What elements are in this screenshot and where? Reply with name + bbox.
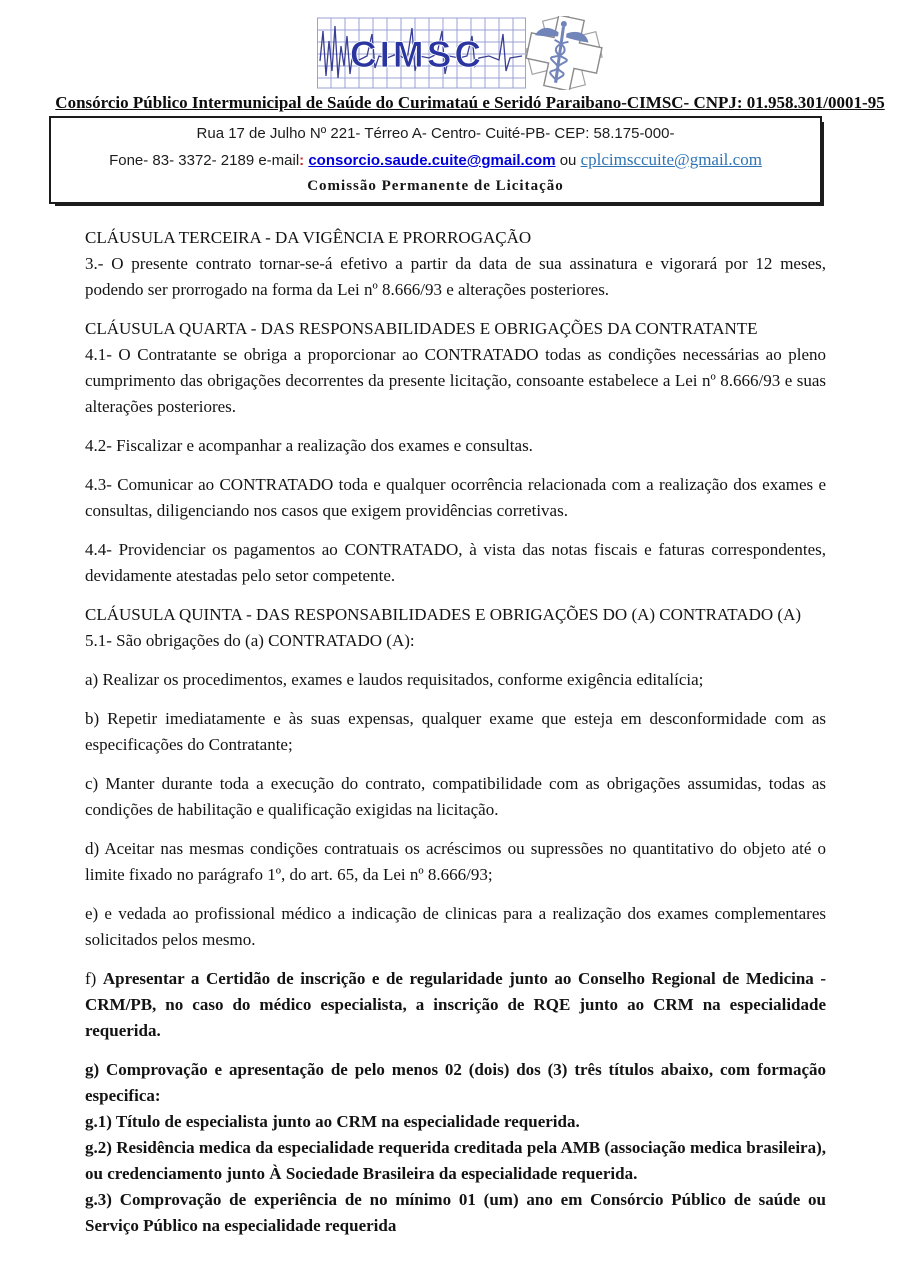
paragraph — [85, 472, 826, 524]
email-colon: : — [299, 152, 305, 169]
text-run: CLÁUSULA QUARTA - DAS RESPONSABILIDADES E OBRIGAÇÕES DA CONTRATANTE — [85, 319, 758, 338]
address-line: Rua 17 de Julho Nº 221- Térreo A- Centro- Cuité-PB- CEP: 58.175-000- — [196, 125, 675, 142]
logo-acronym: CIMSC — [349, 34, 485, 75]
text-run: c) Manter durante toda a execução do contrato, compatibilidade com as obrigações assumidas, todas as condições de habilitação e qualificação exigidas na licitação. — [85, 774, 826, 819]
text-run: Apresentar a Certidão de inscrição e de regularidade junto ao Conselho Regional de Medicina - CRM/PB, no caso do médico especialista, a inscrição de RQE junto ao CRM na especialidade requerida. — [85, 969, 826, 1040]
paragraph — [85, 537, 826, 589]
letterhead — [0, 0, 900, 204]
text-run: 4.1- O Contratante se obriga a proporcionar ao CONTRATADO todas as condições necessárias ao pleno cumprimento das obrigações decorrentes da presente licitação, consoante estabelece a Lei nº 8.666/93 e suas alterações posteriores. — [85, 345, 826, 416]
phone-label: Fone- 83- 3372- 2189 e-mail — [109, 152, 300, 169]
text-run: g.2) Residência medica da especialidade requerida creditada pela AMB (associação medica brasileira), ou credenciamento junto À Sociedade Brasileira da especialidade requerida. — [85, 1138, 826, 1183]
logo — [0, 0, 900, 90]
paragraph — [85, 602, 826, 628]
text-run: a) Realizar os procedimentos, exames e laudos requisitados, conforme exigência editalícia; — [85, 670, 704, 689]
text-run: CLÁUSULA QUINTA - DAS RESPONSABILIDADES E OBRIGAÇÕES DO (A) CONTRATADO (A) — [85, 605, 802, 624]
text-run: 5.1- São obrigações do (a) CONTRATADO (A): — [85, 631, 415, 650]
committee-line: Comissão Permanente de Licitação — [307, 178, 564, 194]
paragraph — [85, 1109, 826, 1135]
text-run: g) Comprovação e apresentação de pelo menos 02 (dois) dos (3) três títulos abaixo, com formação especifica: — [85, 1060, 826, 1105]
paragraph — [85, 251, 826, 303]
paragraph — [85, 316, 826, 342]
text-run: d) Aceitar nas mesmas condições contratuais os acréscimos ou supressões no quantitativo do objeto até o limite fixado no parágrafo 1º, do art. 65, da Lei nº 8.666/93; — [85, 839, 826, 884]
text-run: 4.3- Comunicar ao CONTRATADO toda e qualquer ocorrência relacionada com a realização dos exames e consultas, diligenciando nos casos que exigem providências corretivas. — [85, 475, 826, 520]
text-run: b) Repetir imediatamente e às suas expensas, qualquer exame que esteja em desconformidade com as especificações do Contratante; — [85, 709, 826, 754]
text-run: f) — [85, 969, 103, 988]
text-run: 4.4- Providenciar os pagamentos ao CONTRATADO, à vista das notas fiscais e faturas correspondentes, devidamente atestadas pelo setor competente. — [85, 540, 826, 585]
paragraph — [85, 667, 826, 693]
paragraph — [85, 706, 826, 758]
paragraph — [85, 901, 826, 953]
contact-info-box — [49, 116, 822, 204]
paragraph — [85, 1057, 826, 1109]
email-primary-link[interactable]: consorcio.saude.cuite@gmail.com — [308, 152, 556, 169]
text-run: 3.- O presente contrato tornar-se-á efetivo a partir da data de sua assinatura e vigorará por 12 meses, podendo ser prorrogado na forma da Lei nº 8.666/93 e alterações posteriores. — [85, 254, 826, 299]
paragraph — [85, 1135, 826, 1187]
cimsc-logo — [317, 16, 617, 90]
text-run: CLÁUSULA TERCEIRA - DA VIGÊNCIA E PRORROGAÇÃO — [85, 228, 532, 247]
phone-email-line — [61, 150, 810, 170]
text-run: 4.2- Fiscalizar e acompanhar a realização dos exames e consultas. — [85, 436, 533, 455]
paragraph — [85, 225, 826, 251]
paragraph — [85, 771, 826, 823]
paragraph — [85, 836, 826, 888]
organization-title: Consórcio Público Intermunicipal de Saúde do Curimataú e Seridó Paraibano-CIMSC- CNPJ: 01.958.301/0001-95 — [55, 93, 885, 112]
paragraph — [85, 433, 826, 459]
text-run: g.1) Título de especialista junto ao CRM na especialidade requerida. — [85, 1112, 580, 1131]
document-body — [85, 225, 826, 1239]
paragraph — [85, 342, 826, 420]
text-run: e) e vedada ao profissional médico a indicação de clinicas para a realização dos exames complementares solicitados pelos mesmo. — [85, 904, 826, 949]
paragraph — [85, 1187, 826, 1239]
text-run: g.3) Comprovação de experiência de no mínimo 01 (um) ano em Consórcio Público de saúde ou Serviço Público na especialidade requerida — [85, 1190, 826, 1235]
paragraph — [85, 966, 826, 1044]
email-secondary-link[interactable]: cplcimsccuite@gmail.com — [580, 150, 762, 169]
paragraph — [85, 628, 826, 654]
email-conjunction: ou — [559, 152, 577, 169]
